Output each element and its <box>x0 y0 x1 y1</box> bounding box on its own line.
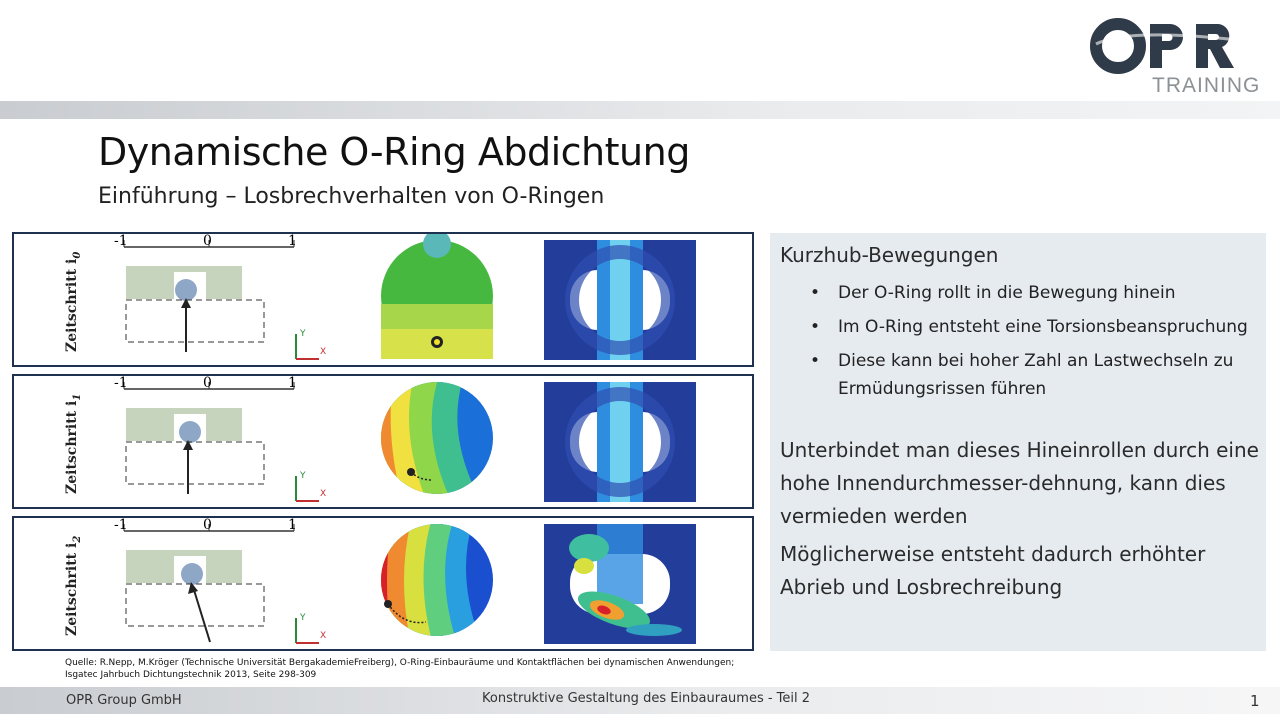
figure-panel-timestep-0 <box>12 232 754 367</box>
bullet-list <box>810 279 1260 409</box>
contour-plot-housing <box>544 240 696 360</box>
scale-ruler <box>114 376 297 391</box>
info-paragraph-1: Unterbindet man dieses Hineinrollen durch eine hohe Innendurchmesser-dehnung, kann dies vermieden werden <box>780 438 1259 528</box>
page-number: 1 <box>1250 692 1260 710</box>
bullet-item: • Im O-Ring entsteht eine Torsionsbeanspruchung <box>810 313 1260 341</box>
svg-text:Y: Y <box>300 471 306 481</box>
footer-topic: Konstruktive Gestaltung des Einbauraumes - Teil 2 <box>482 691 811 706</box>
bullet-item: • Diese kann bei hoher Zahl an Lastwechseln zu Ermüdungsrissen führen <box>810 347 1260 403</box>
slide-subtitle: Einführung – Losbrechverhalten von O-Ringen <box>98 184 605 209</box>
scale-ruler <box>114 518 297 533</box>
svg-text:0: 0 <box>203 376 212 391</box>
contour-plot-oring <box>374 518 504 649</box>
contour-plot-oring <box>381 234 493 359</box>
svg-text:1: 1 <box>288 376 297 391</box>
header-bar <box>0 101 1280 119</box>
bullet-dot-icon: • <box>810 283 821 303</box>
svg-text:X: X <box>320 489 327 499</box>
footer-company: OPR Group GmbH <box>66 693 182 708</box>
svg-text:X: X <box>320 631 327 641</box>
opr-training-logo <box>1088 14 1263 96</box>
axis-icon <box>296 613 326 643</box>
info-paragraph-2: Möglicherweise entsteht dadurch erhöhter Abrieb und Losbrechreibung <box>780 542 1206 599</box>
svg-text:0: 0 <box>203 234 212 249</box>
row-label: Zeitschritt $i_2$ <box>64 535 83 636</box>
source-citation: Quelle: R.Nepp, M.Kröger (Technische Universität BergakademieFreiberg), O-Ring-Einbauräume und Kontaktflächen bei dynamischen Anwendungen; Isgatec Jahrbuch Dichtungstechnik 2013, Seite 298-309 <box>65 658 735 680</box>
svg-text:Y: Y <box>300 613 306 623</box>
bullet-dot-icon: • <box>810 317 821 337</box>
bullet-dot-icon: • <box>810 351 821 371</box>
axis-icon <box>296 471 326 501</box>
slide-title: Dynamische O-Ring Abdichtung <box>98 130 690 174</box>
scale-ruler <box>114 234 297 249</box>
svg-text:Y: Y <box>300 329 306 339</box>
axis-icon <box>296 329 326 359</box>
contour-plot-oring <box>374 376 504 507</box>
info-heading: Kurzhub-Bewegungen <box>780 243 999 267</box>
row-label: Zeitschritt $i_0$ <box>64 251 83 352</box>
svg-text:1: 1 <box>288 518 297 533</box>
bullet-item: • Der O-Ring rollt in die Bewegung hinein <box>810 279 1260 307</box>
svg-text:X: X <box>320 347 327 357</box>
svg-text:1: 1 <box>288 234 297 249</box>
svg-text:-1: -1 <box>114 234 128 249</box>
svg-text:-1: -1 <box>114 518 128 533</box>
svg-text:0: 0 <box>203 518 212 533</box>
logo-training-text: TRAINING <box>1152 74 1261 96</box>
row-label: Zeitschritt $i_1$ <box>64 393 83 494</box>
contour-plot-housing <box>544 524 696 644</box>
info-box <box>770 233 1266 651</box>
figure-panel-timestep-2 <box>12 516 754 651</box>
logo-brand-lettering <box>1096 24 1238 68</box>
svg-text:-1: -1 <box>114 376 128 391</box>
contour-plot-housing <box>544 382 696 502</box>
figure-panel-timestep-1 <box>12 374 754 509</box>
